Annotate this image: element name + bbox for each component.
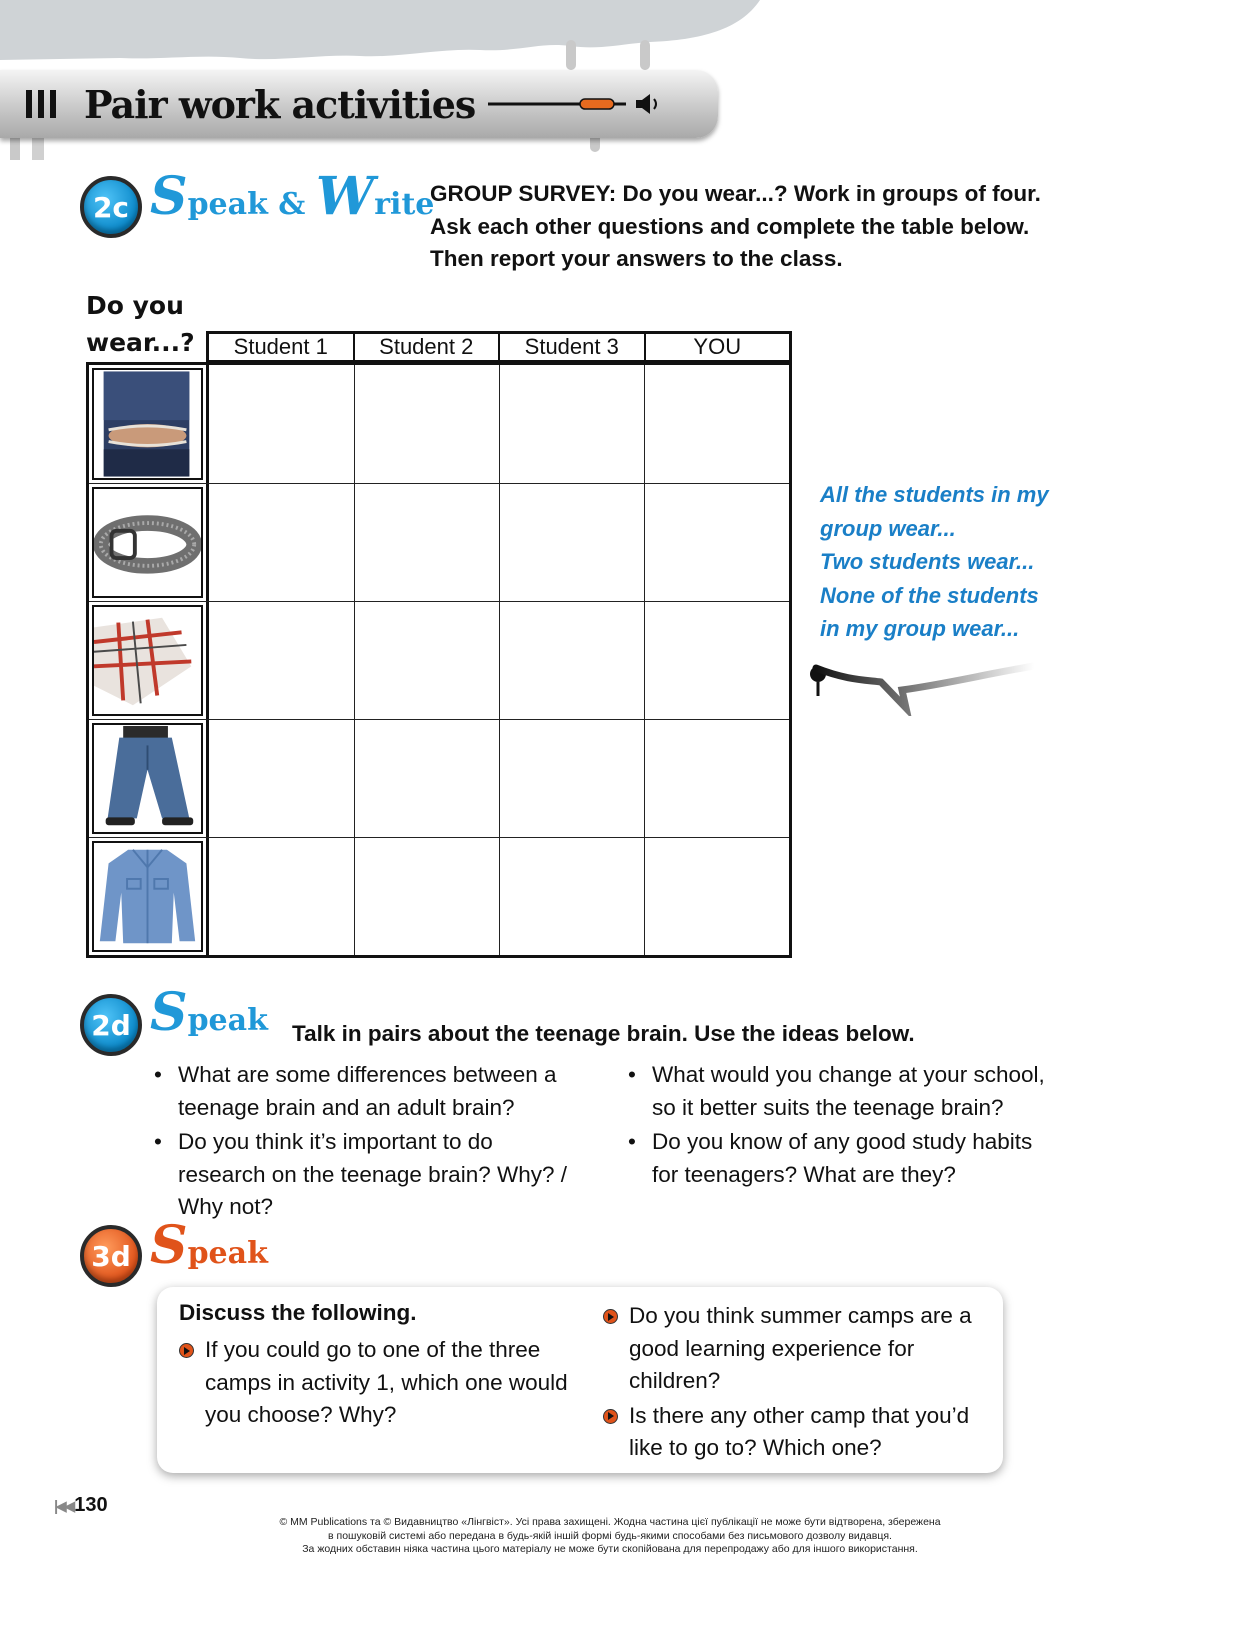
answer-cell[interactable] (354, 602, 499, 719)
column-header: Student 2 (353, 334, 499, 360)
column-header: YOU (644, 334, 790, 360)
studded-belt-image (94, 489, 201, 596)
section-2d-instruction: Talk in pairs about the teenage brain. Use the ideas below. (292, 1021, 915, 1046)
page-number-text: 130 (74, 1494, 108, 1516)
answer-cell[interactable] (644, 602, 789, 719)
item-image-cell (89, 838, 209, 955)
speech-line: in my group wear... (820, 616, 1020, 641)
instruction-line: Ask each other questions and complete the table below. (430, 213, 1030, 239)
instruction-line: Then report your answers to the class. (430, 246, 843, 271)
title-speak-rest: peak (187, 1236, 268, 1271)
ripped-jeans-image (94, 370, 201, 478)
denim-jacket-image (94, 843, 201, 950)
list-item: • What are some differences between a teenage brain and an adult brain? (154, 1059, 584, 1124)
answer-cell[interactable] (644, 838, 789, 955)
list-item (603, 1400, 993, 1465)
answer-cell[interactable] (209, 365, 354, 483)
speech-bubble-text (820, 478, 1049, 646)
title-ampersand: & (267, 187, 316, 222)
discussion-list-right (628, 1059, 1058, 1193)
title-write-rest: rite (374, 187, 435, 222)
list-item: • Do you think it’s important to do research on the teenage brain? Why? / Why not? (154, 1126, 584, 1224)
table-row (89, 483, 789, 601)
plaid-scarf-image (94, 607, 201, 714)
speech-line: All the students in my (820, 482, 1049, 507)
answer-cell[interactable] (209, 720, 354, 837)
item-image-cell (89, 484, 209, 601)
list-item (603, 1300, 993, 1398)
survey-table (86, 362, 792, 958)
section-title-speak (150, 982, 268, 1043)
answer-cell[interactable] (644, 720, 789, 837)
survey-question-line: wear...? (86, 328, 195, 357)
footer-line: в пошуковій системі або передана в будь-якій іншій формі будь-якими способами без письмового дозволу видавця. (328, 1529, 892, 1542)
list-item-text: If you could go to one of the three camps in activity 1, which one would you choose? Why? (205, 1337, 568, 1427)
list-item-text: Is there any other camp that you’d like to go to? Which one? (629, 1402, 970, 1460)
card-list-left (179, 1334, 569, 1434)
answer-cell[interactable] (209, 602, 354, 719)
answer-cell[interactable] (209, 484, 354, 601)
instruction-line: GROUP SURVEY: Do you wear...? Work in groups of four. (430, 181, 1041, 206)
speaker-icon (636, 94, 650, 114)
answer-cell[interactable] (354, 720, 499, 837)
back-nav-icon: |◀◀ (54, 1497, 73, 1515)
card-list-right (603, 1300, 993, 1467)
header-bars-icon (26, 90, 56, 118)
item-image-cell (89, 365, 209, 483)
item-image-cell (89, 720, 209, 837)
speech-line: Two students wear... (820, 549, 1035, 574)
answer-cell[interactable] (499, 602, 644, 719)
discussion-list-left (154, 1059, 584, 1226)
footer-line: За жодних обставин ніяка частина цього матеріалу не може бути скопійована для перепродажу або для іншого використання. (302, 1543, 918, 1555)
list-item (179, 1334, 569, 1432)
arrow-bullet-icon (603, 1409, 618, 1424)
answer-cell[interactable] (354, 484, 499, 601)
title-letter-s: S (150, 1215, 188, 1276)
table-row (89, 601, 789, 719)
speech-line: group wear... (820, 515, 956, 541)
speech-line: None of the students (820, 582, 1039, 608)
baggy-jeans-image (94, 725, 201, 832)
arrow-bullet-icon (603, 1309, 618, 1324)
title-speak-rest: peak (187, 1003, 268, 1038)
column-header: Student 1 (233, 334, 328, 359)
title-letter-s: S (150, 982, 188, 1043)
table-row (89, 365, 789, 483)
answer-cell[interactable] (499, 365, 644, 483)
table-row (89, 719, 789, 837)
section-title-speak-write (150, 166, 434, 227)
footer-line: © MM Publications та © Видавництво «Лінгвіст». Усі права захищені. Жодна частина цієї публікації не може бути відтворена, збережена (279, 1516, 941, 1528)
answer-cell[interactable] (499, 484, 644, 601)
item-image-cell (89, 602, 209, 719)
arrow-bullet-icon (179, 1343, 194, 1358)
answer-cell[interactable] (354, 838, 499, 955)
page-number (54, 1494, 108, 1517)
answer-cell[interactable] (354, 365, 499, 483)
section-badge-3d: 3d (80, 1225, 142, 1287)
speech-bubble-tail-icon (806, 660, 1036, 716)
answer-cell[interactable] (499, 720, 644, 837)
title-letter-w: W (315, 166, 375, 227)
survey-question-line: Do you (86, 291, 184, 320)
list-item-text: Do you think summer camps are a good learning experience for children? (629, 1303, 972, 1393)
answer-cell[interactable] (209, 838, 354, 955)
list-item: • Do you know of any good study habits for teenagers? What are they? (628, 1126, 1058, 1191)
answer-cell[interactable] (644, 484, 789, 601)
answer-cell[interactable] (644, 365, 789, 483)
section-badge-2c: 2c (80, 176, 142, 238)
list-item: • What would you change at your school, so it better suits the teenage brain? (628, 1059, 1058, 1124)
section-title-speak (150, 1215, 268, 1276)
column-header: Student 3 (498, 334, 644, 360)
title-speak-rest: peak (187, 187, 268, 222)
title-letter-s: S (150, 166, 188, 227)
copyright-footer (180, 1516, 1040, 1557)
survey-question (86, 287, 195, 361)
survey-instructions (430, 178, 1041, 276)
card-title: Discuss the following. (179, 1300, 417, 1325)
page-title: Pair work activities (84, 82, 476, 127)
table-row (89, 837, 789, 955)
survey-table-header (206, 331, 792, 363)
audio-slider-icon (488, 94, 660, 114)
section-badge-2d: 2d (80, 994, 142, 1056)
answer-cell[interactable] (499, 838, 644, 955)
